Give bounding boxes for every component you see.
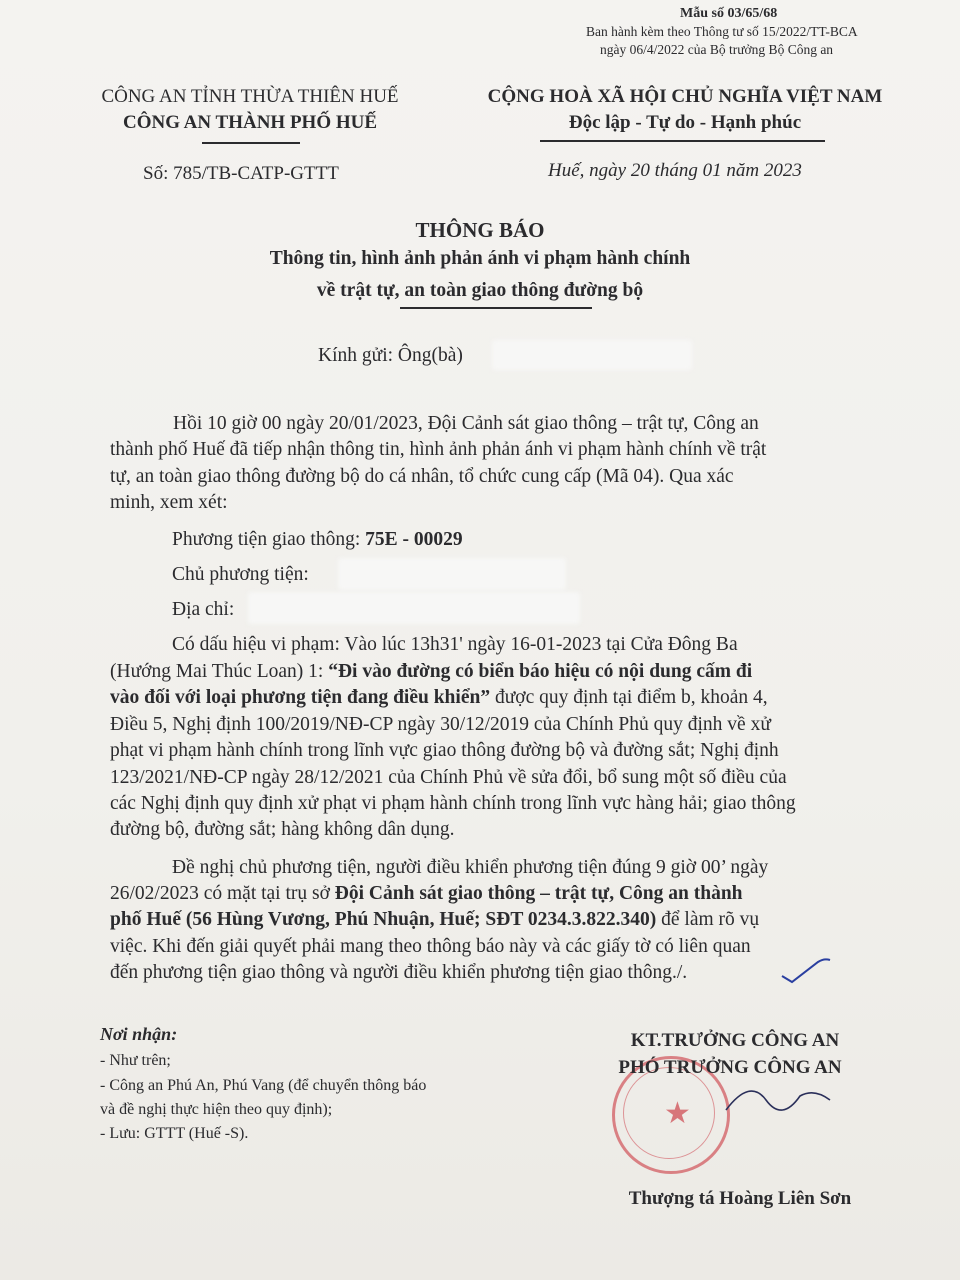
checkmark-icon: [778, 950, 838, 986]
recipient-item3: - Lưu: GTTT (Huế -S).: [100, 1125, 249, 1142]
document-subtitle-line1: Thông tin, hình ảnh phản ánh vi phạm hành chính: [269, 248, 691, 269]
agency-underline: [202, 142, 300, 144]
request-line3: [110, 907, 759, 933]
violation-location: (Hướng Mai Thúc Loan) 1:: [110, 661, 329, 682]
signature-title2: PHÓ TRƯỞNG CÔNG AN: [618, 1057, 842, 1078]
recipient-item2-cont: và đề nghị thực hiện theo quy định);: [100, 1101, 333, 1118]
place-date: Huế, ngày 20 tháng 01 năm 2023: [548, 160, 802, 181]
signature-title1: KT.TRƯỞNG CÔNG AN: [630, 1030, 840, 1051]
agency-unit: CÔNG AN THÀNH PHỐ HUẾ: [122, 112, 378, 133]
request-address: phố Huế (56 Hùng Vương, Phú Nhuận, Huế; SĐT 0234.3.822.340): [110, 909, 657, 930]
document-number: Số: 785/TB-CATP-GTTT: [143, 163, 339, 184]
request-line2: [110, 881, 743, 907]
violation-offense-part1: “Đi vào đường có biển báo hiệu có nội dung cấm đi: [328, 661, 753, 682]
motto-underline: [540, 140, 825, 142]
vehicle-label: Phương tiện giao thông:: [172, 529, 366, 550]
signer-name: Thượng tá Hoàng Liên Sơn: [628, 1188, 852, 1209]
seal-star-icon: ★: [664, 1097, 691, 1130]
owner-label: Chủ phương tiện:: [172, 564, 309, 585]
violation-line8: đường bộ, đường sắt; hàng không dân dụng.: [110, 819, 455, 840]
violation-line5: phạt vi phạm hành chính trong lĩnh vực giao thông đường bộ và đường sắt; Nghị định: [110, 740, 779, 761]
address-label: Địa chỉ:: [172, 599, 235, 620]
request-line1: Đề nghị chủ phương tiện, người điều khiển phương tiện đúng 9 giờ 00’ ngày: [172, 857, 769, 878]
redacted-recipient: [492, 340, 692, 370]
recipient-item2: - Công an Phú An, Phú Vang (để chuyển thông báo: [100, 1077, 427, 1094]
vehicle-line: [172, 527, 463, 553]
request-line4: việc. Khi đến giải quyết phải mang theo thông báo này và các giấy tờ có liên quan: [110, 936, 751, 957]
intro-line3: tự, an toàn giao thông đường bộ do cá nhân, tổ chức cung cấp (Mã 04). Qua xác: [110, 466, 734, 487]
issue-reference-line2: ngày 06/4/2022 của Bộ trưởng Bộ Công an: [600, 42, 834, 57]
form-code: Mẫu số 03/65/68: [680, 6, 778, 21]
violation-regulation: được quy định tại điểm b, khoản 4,: [490, 687, 768, 708]
violation-line3: [110, 685, 768, 711]
intro-line4: minh, xem xét:: [110, 492, 228, 513]
violation-offense-part2: vào đối với loại phương tiện đang điều khiển”: [110, 687, 491, 708]
violation-line7: các Nghị định quy định xử phạt vi phạm hành chính trong lĩnh vực hàng hải; giao thông: [110, 793, 796, 814]
title-underline: [400, 307, 592, 309]
request-office: Đội Cảnh sát giao thông – trật tự, Công an thành: [334, 883, 743, 904]
document-subtitle-line2: về trật tự, an toàn giao thông đường bộ: [316, 280, 644, 301]
request-time: 26/02/2023 có mặt tại trụ sở: [110, 883, 335, 904]
handwritten-signature: [720, 1070, 840, 1130]
recipient-item1: - Như trên;: [100, 1052, 171, 1069]
nation-motto: Độc lập - Tự do - Hạnh phúc: [568, 112, 802, 133]
vehicle-plate: 75E - 00029: [365, 529, 463, 550]
request-purpose: để làm rõ vụ: [656, 909, 760, 930]
nation-name: CỘNG HOÀ XÃ HỘI CHỦ NGHĨA VIỆT NAM: [487, 86, 883, 107]
redacted-address: [248, 592, 580, 624]
violation-line6: 123/2021/NĐ-CP ngày 28/12/2021 của Chính Phủ về sửa đổi, bổ sung một số điều của: [110, 767, 787, 788]
violation-line4: Điều 5, Nghị định 100/2019/NĐ-CP ngày 30/12/2019 của Chính Phủ quy định về xử: [110, 714, 771, 735]
request-line5: đến phương tiện giao thông và người điều khiển phương tiện giao thông./.: [110, 962, 688, 983]
violation-line2: [110, 659, 752, 685]
violation-line1: Có dấu hiệu vi phạm: Vào lúc 13h31' ngày 16-01-2023 tại Cửa Đông Ba: [172, 634, 738, 655]
document-title: THÔNG BÁO: [415, 218, 545, 242]
agency-parent: CÔNG AN TỈNH THỪA THIÊN HUẾ: [101, 86, 399, 107]
intro-line1: Hồi 10 giờ 00 ngày 20/01/2023, Đội Cảnh sát giao thông – trật tự, Công an: [173, 413, 759, 434]
salutation: Kính gửi: Ông(bà): [318, 345, 463, 366]
issue-reference-line1: Ban hành kèm theo Thông tư số 15/2022/TT-BCA: [586, 24, 858, 39]
intro-line2: thành phố Huế đã tiếp nhận thông tin, hình ảnh phản ánh vi phạm hành chính về trật: [110, 439, 767, 460]
redacted-owner: [338, 558, 566, 590]
recipients-title: Nơi nhận:: [100, 1024, 178, 1044]
